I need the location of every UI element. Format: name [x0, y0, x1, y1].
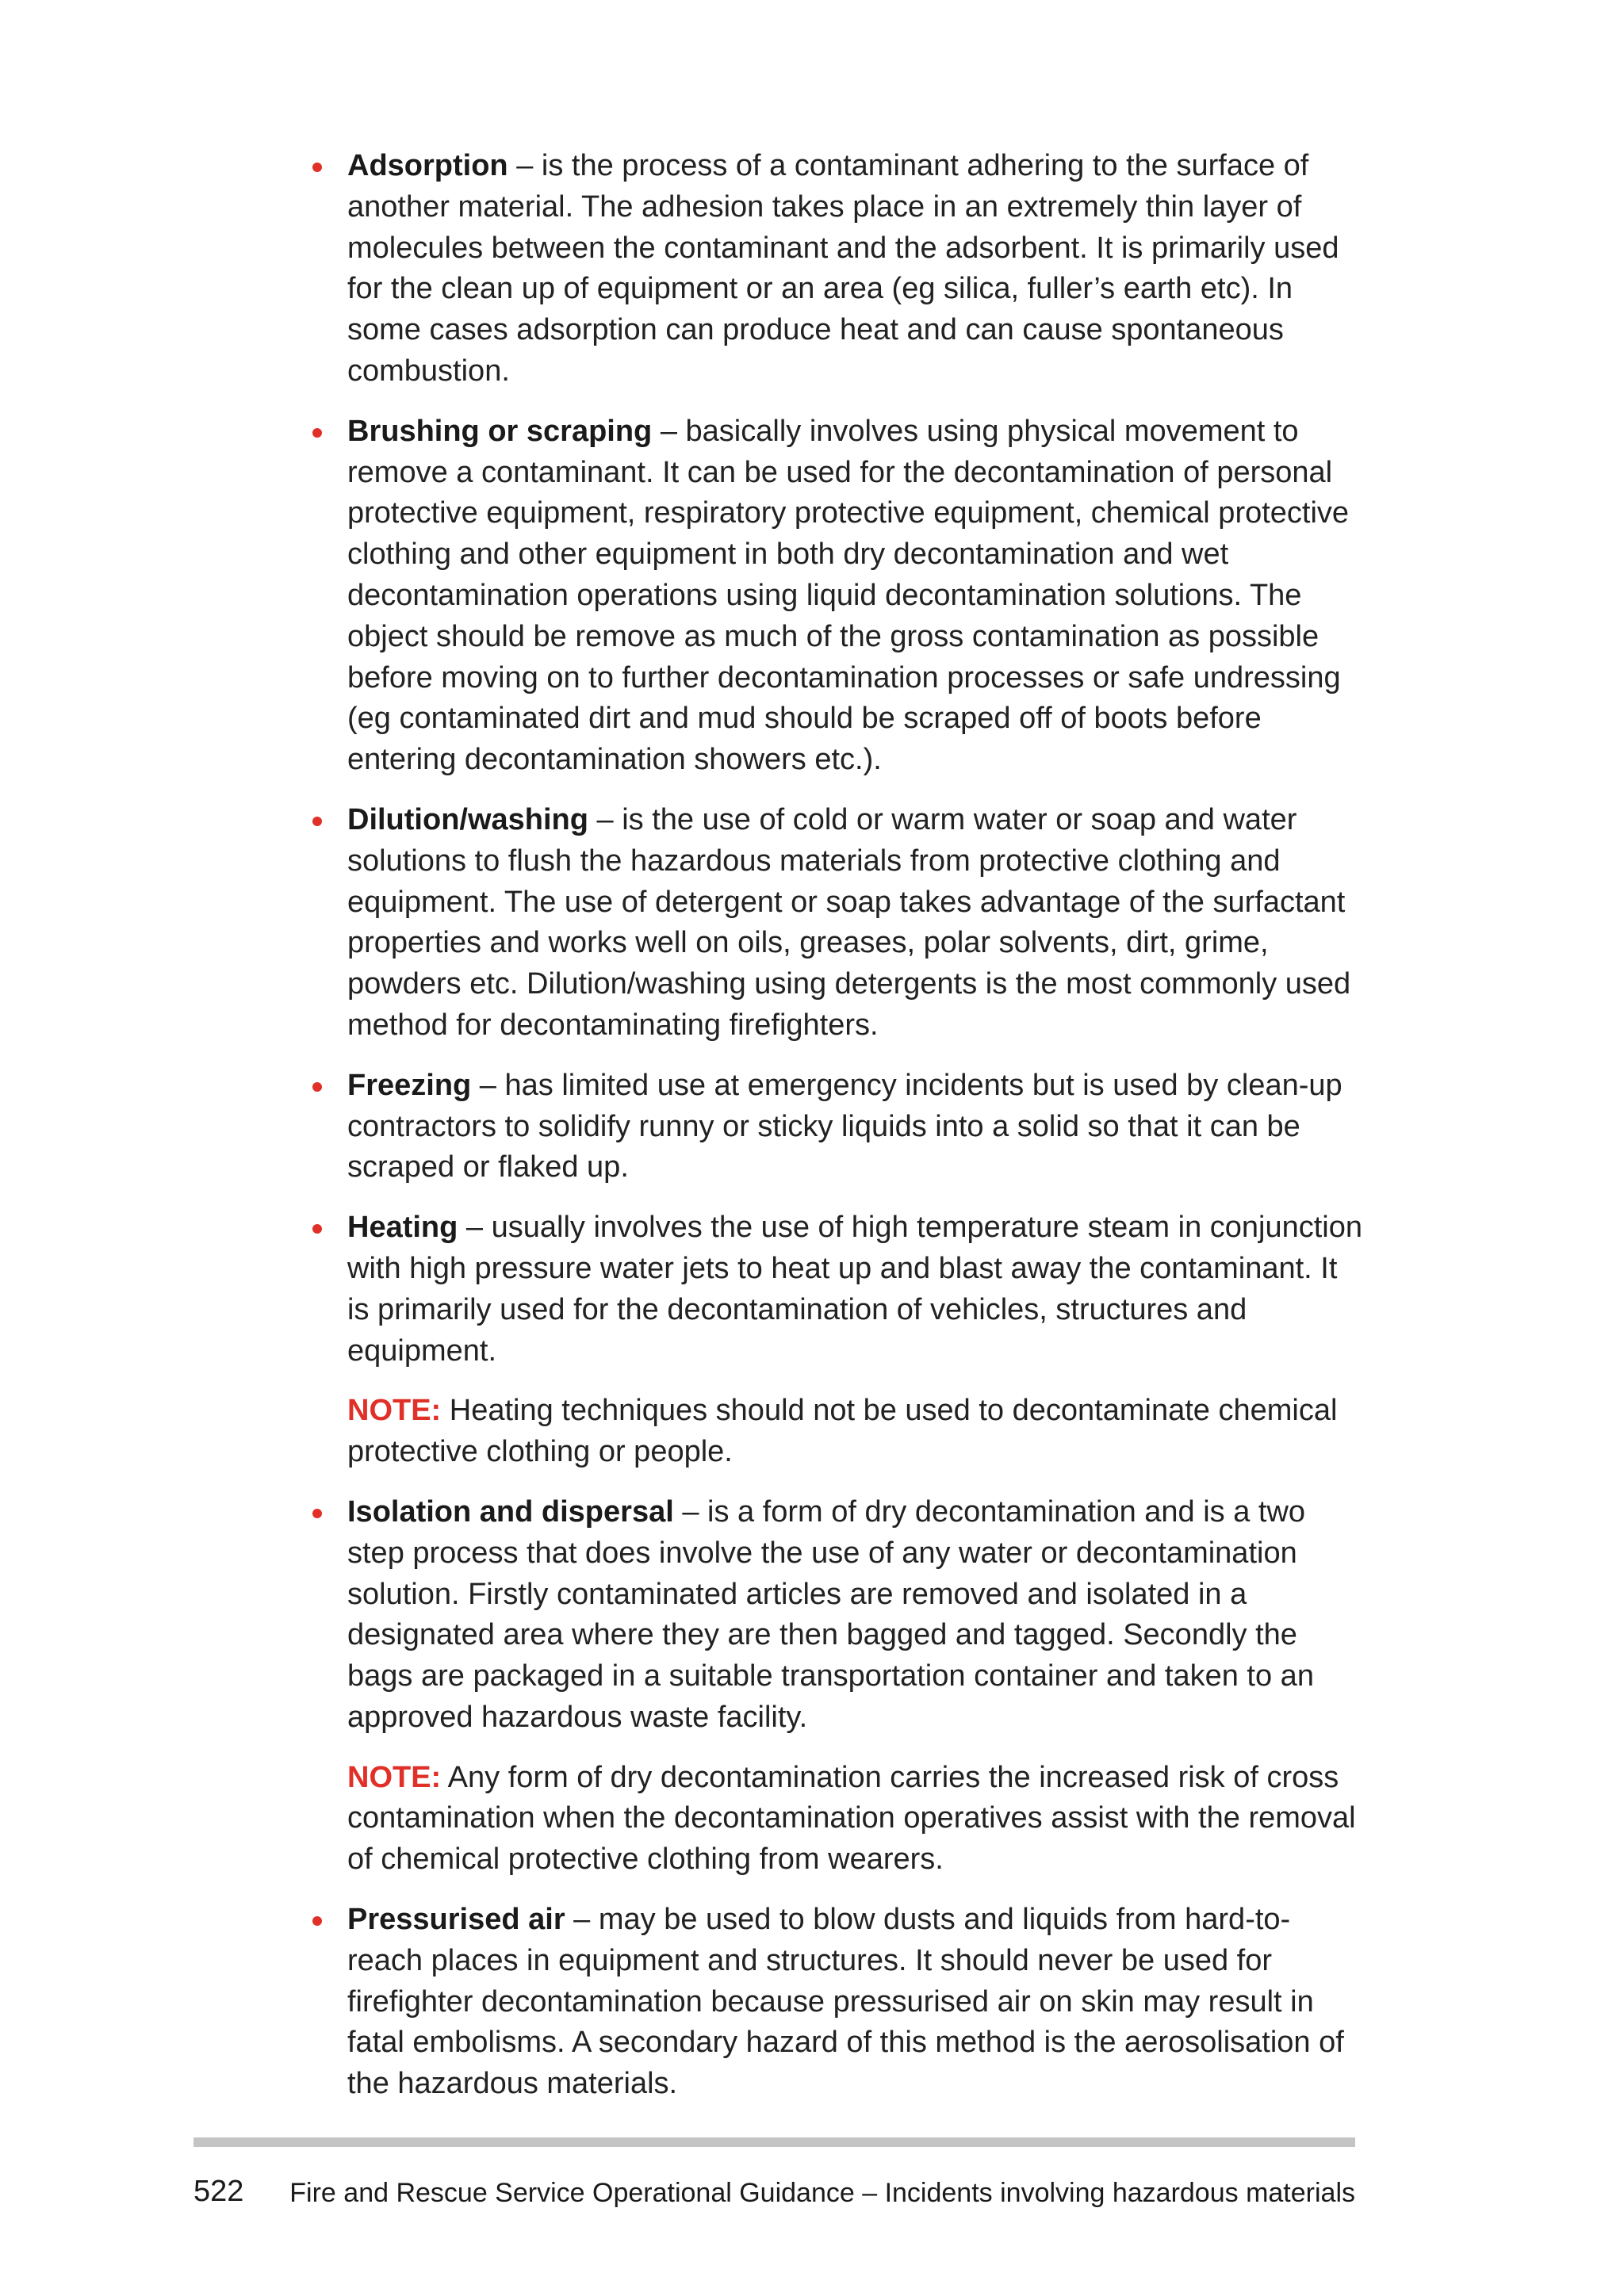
page-number: 522 — [193, 2175, 244, 2208]
definition: – may be used to blow dusts and liquids from hard-to-reach places in equipment and structures. It should never be used for firefighter decontamination because pressurised air on skin may result in fatal embolisms. A secondary hazard of this method is the aerosolisation of the hazardous materials. — [347, 1903, 1344, 2101]
list-item-pressurised-air — [347, 1900, 1362, 2105]
definition: – basically involves using physical movement to remove a contaminant. It can be used for the decontamination of personal protective equipment, respiratory protective equipment, chemical protective clothing and other equipment in both dry decontamination and wet decontamination operations using liquid decontamination solutions. The object should be remove as much of the gross contamination as possible before moving on to further decontamination processes or safe undressing (eg contaminated dirt and mud should be scraped off of boots before entering decontamination showers etc.). — [347, 414, 1350, 777]
term: Isolation and dispersal — [347, 1494, 674, 1529]
list-item-freezing — [347, 1066, 1362, 1188]
list-item-heating — [347, 1207, 1362, 1372]
term: Brushing or scraping — [347, 414, 653, 448]
list-item-adsorption — [347, 146, 1362, 392]
list-item-dilution-washing — [347, 800, 1362, 1047]
note-text: Heating techniques should not be used to decontaminate chemical protective clothing or people. — [347, 1394, 1338, 1469]
list-item-brushing-or-scraping — [347, 411, 1362, 781]
note-heating — [347, 1391, 1362, 1473]
note-label: NOTE: — [347, 1394, 442, 1428]
note-label: NOTE: — [347, 1760, 442, 1794]
bullet-icon — [312, 428, 322, 438]
bullet-icon — [312, 1082, 322, 1092]
footer-title: Fire and Rescue Service Operational Guidance – Incidents involving hazardous materials — [289, 2178, 1355, 2208]
term: Freezing — [347, 1068, 472, 1102]
definition: – has limited use at emergency incidents but is used by clean-up contractors to solidify runny or sticky liquids into a solid so that it can be scraped or flaked up. — [347, 1068, 1342, 1184]
term: Dilution/washing — [347, 802, 588, 836]
note-text: Any form of dry decontamination carries the increased risk of cross contamination when the decontamination operatives assist with the removal of chemical protective clothing from wearers. — [347, 1760, 1356, 1877]
definition: – is the use of cold or warm water or soap and water solutions to flush the hazardous materials from protective clothing and equipment. The use of detergent or soap takes advantage of the surfactant properties and works well on oils, greases, polar solvents, dirt, grime, powders etc. Dilution/washing using detergents is the most commonly used method for decontaminating firefighters. — [347, 802, 1351, 1042]
term: Pressurised air — [347, 1903, 565, 1937]
term: Adsorption — [347, 149, 508, 182]
bullet-icon — [312, 1509, 322, 1518]
document-body — [347, 146, 1362, 2124]
bullet-icon — [312, 817, 322, 826]
bullet-icon — [312, 163, 322, 172]
list-item-isolation-and-dispersal — [347, 1492, 1362, 1739]
definition: – is a form of dry decontamination and is a two step process that does involve the use of any water or decontamination solution. Firstly contaminated articles are removed and isolated in a designated area where they are then bagged and tagged. Secondly the bags are packaged in a suitable transportation container and taken to an approved hazardous waste facility. — [347, 1494, 1314, 1734]
note-isolation-and-dispersal — [347, 1758, 1362, 1881]
definition: – usually involves the use of high temperature steam in conjunction with high pressure water jets to heat up and blast away the contaminant. It is primarily used for the decontamination of vehicles, structures and equipment. — [347, 1211, 1363, 1368]
bullet-icon — [312, 1916, 322, 1926]
bullet-icon — [312, 1224, 322, 1234]
definition: – is the process of a contaminant adhering to the surface of another material. The adhesion takes place in an extremely thin layer of molecules between the contaminant and the adsorbent. It is primarily used for the clean up of equipment or an area (eg silica, fuller’s earth etc). In some cases adsorption can produce heat and can cause spontaneous combustion. — [347, 149, 1339, 388]
term: Heating — [347, 1211, 458, 1245]
footer-divider — [193, 2137, 1355, 2147]
